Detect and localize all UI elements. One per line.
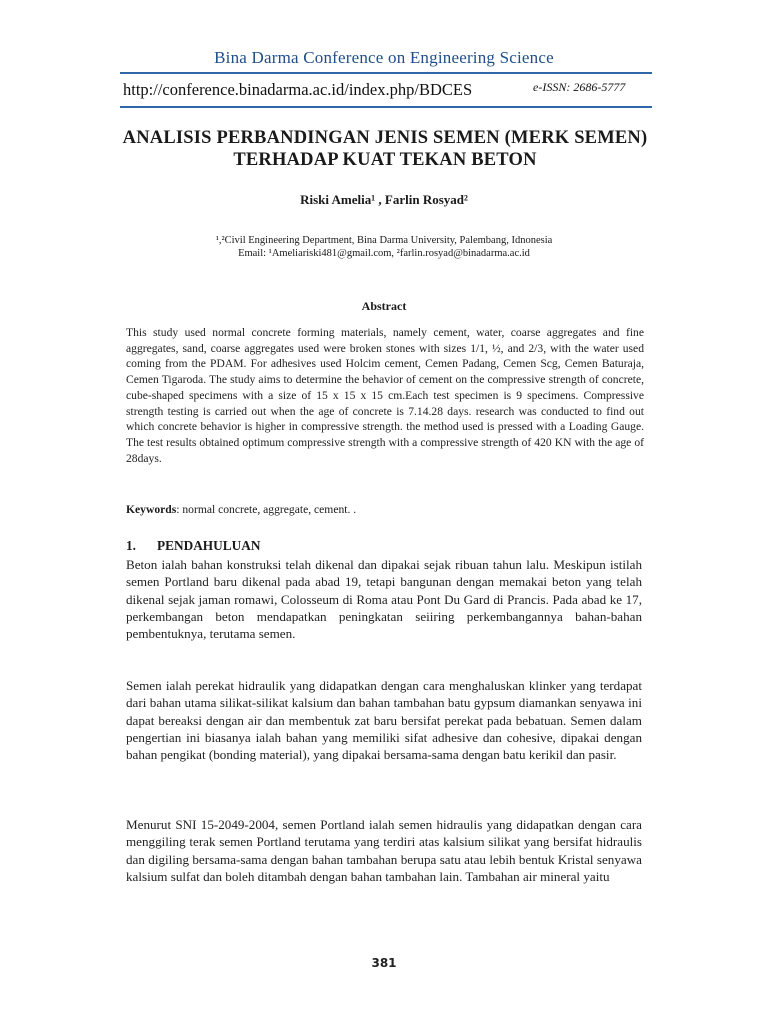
issn-label: e-ISSN: 2686-5777	[533, 80, 626, 94]
author-affiliation-block	[0, 234, 768, 260]
keywords-label: Keywords	[126, 503, 177, 516]
page-number: 381	[371, 956, 397, 970]
abstract-heading: Abstract	[361, 299, 407, 313]
section-title: PENDAHULUAN	[157, 538, 261, 553]
keywords-line	[126, 503, 644, 516]
header-rule-bottom	[120, 106, 652, 108]
journal-name: Bina Darma Conference on Engineering Science	[214, 48, 554, 67]
journal-url: http://conference.binadarma.ac.id/index.php/BDCES	[123, 80, 473, 99]
paper-authors: Riski Amelia¹ , Farlin Rosyad²	[300, 192, 468, 207]
body-paragraph-3: Menurut SNI 15-2049-2004, semen Portland ialah semen hidraulis yang didapatkan dengan cara menggiling terak semen Portland terutama yang terdiri atas kalsium silikat yang bersifat hidraulis dan digiling bersama-sama dengan bahan tambahan berupa satu atau lebih bentuk Kristal senyawa kalsium sulfat dan boleh ditambah dengan bahan tambahan lain. Tambahan air mineral yaitu	[126, 817, 642, 885]
paper-title: ANALISIS PERBANDINGAN JENIS SEMEN (MERK SEMEN) TERHADAP KUAT TEKAN BETON	[122, 128, 648, 170]
section-number: 1.	[126, 538, 136, 553]
keywords-text: : normal concrete, aggregate, cement. .	[176, 503, 357, 516]
affiliation: ¹,²Civil Engineering Department, Bina Darma University, Palembang, Idnonesia	[215, 235, 553, 246]
body-paragraph-2: Semen ialah perekat hidraulik yang didapatkan dengan cara menghaluskan klinker yang terdapat dari bahan utama silikat-silikat kalsium dan bahan tambahan batu gypsum diamankan senyawa ini dapat bereaksi dengan air dan membentuk zat baru bersifat perekat pada bebatuan. Semen dalam pengertian ini biasanya ialah bahan yang memiliki sifat adhesive dan cohesive, dipakai dengan bahan pengikat (bonding material), yang dipakai bersama-sama dengan batu kerikil dan pasir.	[126, 678, 642, 763]
header-rule-top	[120, 72, 652, 74]
email-line: Email: ¹Ameliariski481@gmail.com, ²farlin.rosyad@binadarma.ac.id	[238, 248, 530, 259]
body-paragraph-1: Beton ialah bahan konstruksi telah dikenal dan dipakai sejak ribuan tahun lalu. Meskipun istilah semen Portland baru dikenal pada abad 19, tetapi bangunan dengan memakai beton yang telah dikenal sejak jaman romawi, Colosseum di Roma atau Pont Du Gard di Prancis. Pada abad ke 17, perkembangan beton mendapatkan peningkatan seiiring perkembangannya bahan-bahan pembentuknya, terutama semen.	[126, 557, 642, 642]
abstract-text: This study used normal concrete forming materials, namely cement, water, coarse aggregates and fine aggregates, sand, coarse aggregates used were broken stones with sizes 1/1, ½, and 2/3, with the water used coming from the PDAM. For adhesives used Holcim cement, Cemen Padang, Cemen Scg, Cemen Baturaja, Cemen Tigaroda. The study aims to determine the behavior of cement on the compressive strength of concrete, cube-shaped specimens with a size of 15 x 15 x 15 cm.Each test specimen is 9 specimens. Compressive strength testing is carried out when the age of concrete is 7.14.28 days. research was conducted to find out which concrete behavior is higher in compressive strength. the method used is pressed with a Loading Gauge. The test results obtained optimum compressive strength with a compressive strength of 420 KN with the age of 28days.	[126, 326, 644, 465]
section-heading	[126, 538, 260, 554]
